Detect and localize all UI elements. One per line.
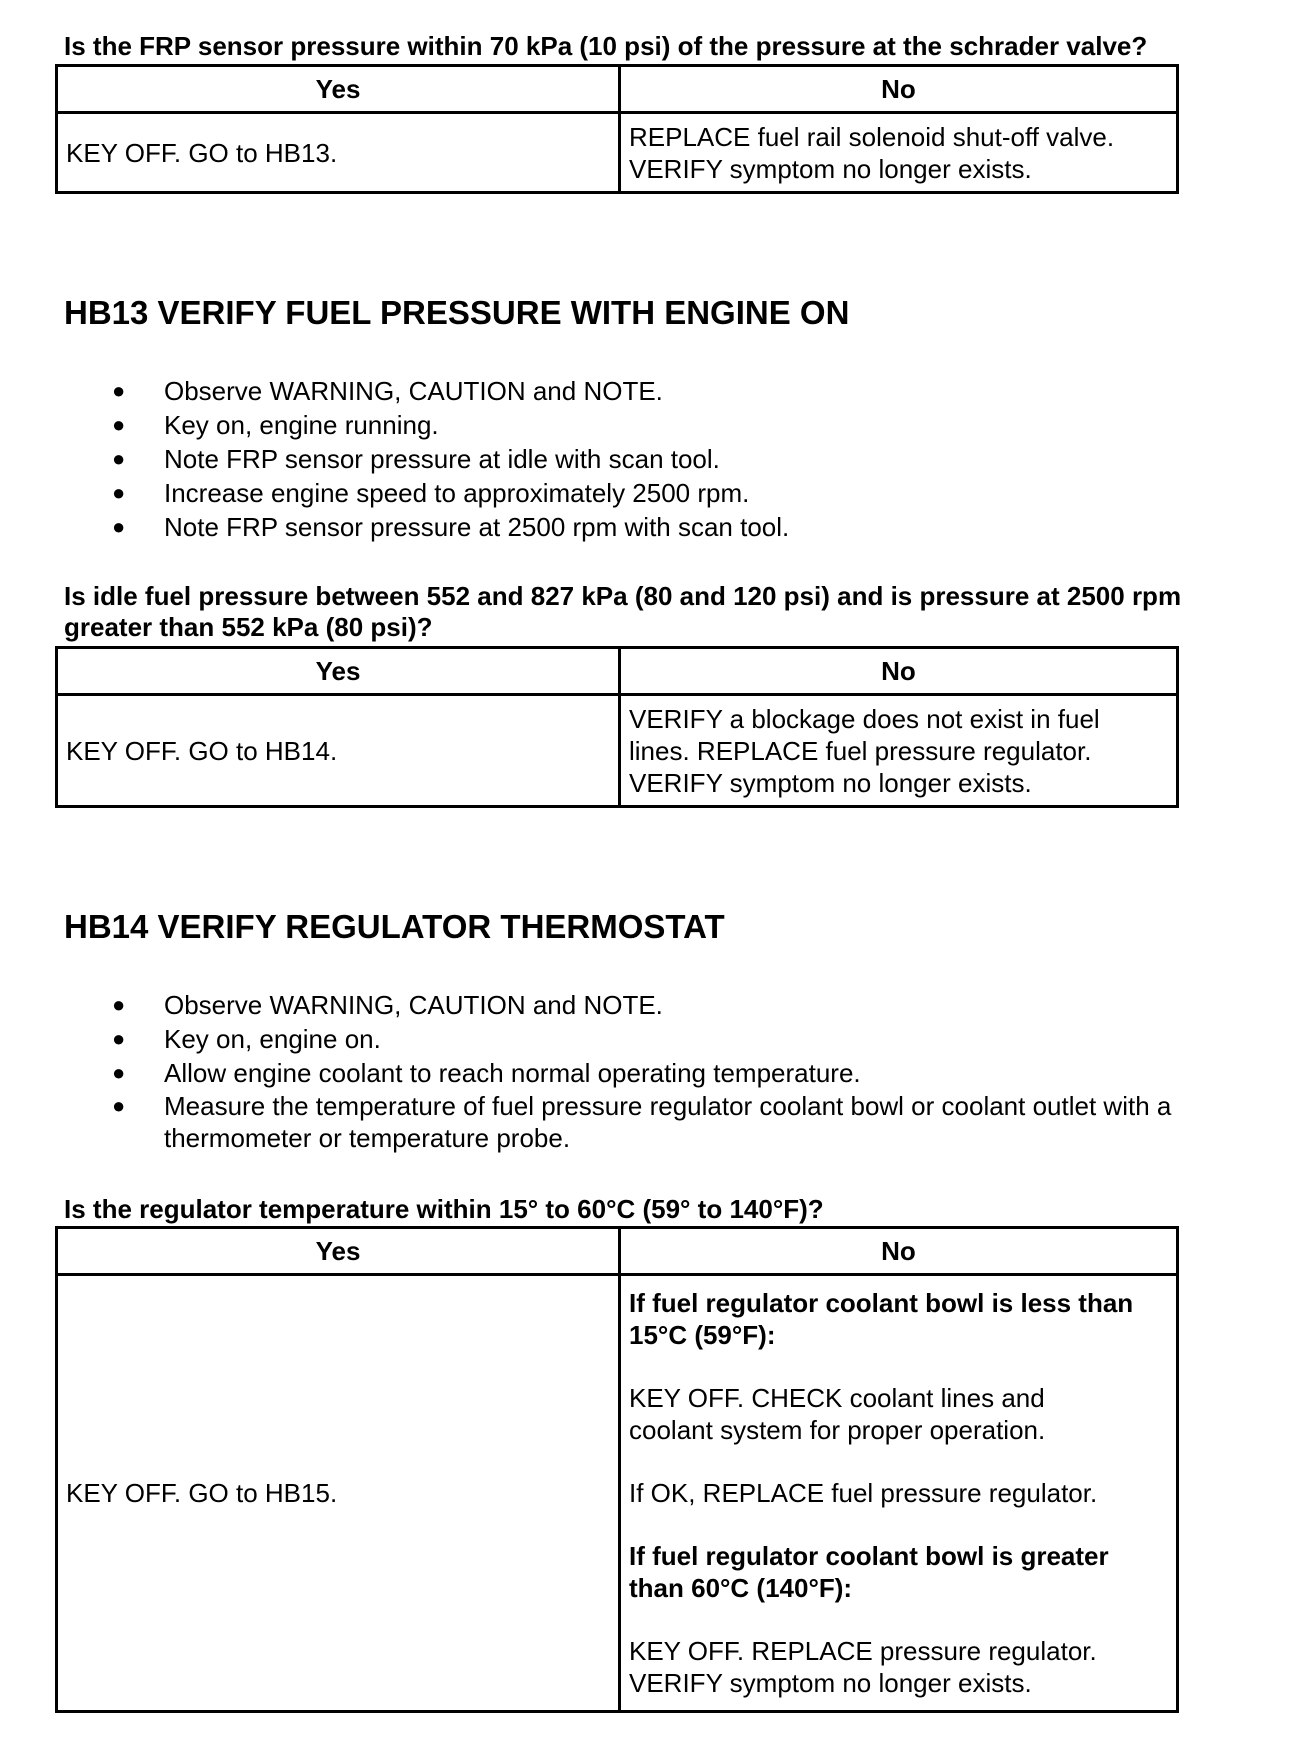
yes-cell: KEY OFF. GO to HB14.: [57, 695, 620, 807]
question-frp-schrader: Is the FRP sensor pressure within 70 kPa (10 psi) of the pressure at the schrader valve?: [64, 31, 1148, 61]
step-item: ● Increase engine speed to approximately 2500 rpm.: [112, 478, 750, 508]
no-cell: [620, 1275, 1178, 1712]
hb13-steps: [108, 374, 1268, 544]
decision-table-regulator-temp: [55, 1226, 1179, 1713]
bullet-icon: ●: [112, 992, 126, 1017]
no-line: VERIFY symptom no longer exists.: [629, 153, 1032, 184]
yes-header: Yes: [57, 1228, 620, 1275]
no-action-check: KEY OFF. CHECK coolant lines and: [629, 1383, 1045, 1413]
heading-hb14: HB14 VERIFY REGULATOR THERMOSTAT: [64, 908, 725, 945]
step-item: ● Allow engine coolant to reach normal operating temperature.: [112, 1058, 861, 1088]
yes-cell: KEY OFF. GO to HB15.: [57, 1275, 620, 1712]
step-item: ● Note FRP sensor pressure at 2500 rpm with scan tool.: [112, 512, 790, 542]
yes-header: Yes: [57, 648, 620, 695]
no-condition-high: If fuel regulator coolant bowl is greater: [629, 1541, 1109, 1571]
heading-hb13: HB13 VERIFY FUEL PRESSURE WITH ENGINE ON: [64, 294, 850, 331]
bullet-icon: ●: [112, 378, 126, 403]
decision-table-idle-pressure: [55, 646, 1179, 808]
step-item: ● Key on, engine on.: [112, 1024, 381, 1054]
no-cell: [620, 113, 1178, 193]
step-item: ● Note FRP sensor pressure at idle with scan tool.: [112, 444, 720, 474]
step-item: ● Key on, engine running.: [112, 410, 439, 440]
bullet-icon: ●: [112, 1026, 126, 1051]
question-regulator-temp: Is the regulator temperature within 15° to 60°C (59° to 140°F)?: [64, 1194, 824, 1224]
no-header: No: [620, 1228, 1178, 1275]
bullet-icon: ●: [112, 1060, 126, 1085]
hb14-steps: [108, 988, 1268, 1154]
no-header: No: [620, 648, 1178, 695]
no-line: lines. REPLACE fuel pressure regulator.: [629, 735, 1092, 766]
bullet-icon: ●: [112, 480, 126, 505]
no-condition-high: than 60°C (140°F):: [629, 1573, 853, 1603]
bullet-icon: ●: [112, 1093, 126, 1118]
no-header: No: [620, 66, 1178, 113]
no-condition-low: 15°C (59°F):: [629, 1320, 776, 1350]
no-line: VERIFY symptom no longer exists.: [629, 767, 1032, 798]
no-cell: [620, 695, 1178, 807]
question-idle-pressure: Is idle fuel pressure between 552 and 827 kPa (80 and 120 psi) and is pressure at 2500 rpm greater than 552 kPa (80 psi)?: [64, 581, 1182, 642]
no-line: VERIFY a blockage does not exist in fuel: [629, 703, 1100, 734]
no-action-replace: VERIFY symptom no longer exists.: [629, 1668, 1032, 1698]
no-action-check: coolant system for proper operation.: [629, 1415, 1046, 1445]
yes-header: Yes: [57, 66, 620, 113]
step-item: ● Measure the temperature of fuel pressure regulator coolant bowl or coolant outlet with a thermometer or temperature probe.: [112, 1091, 1172, 1153]
bullet-icon: ●: [112, 446, 126, 471]
no-line: REPLACE fuel rail solenoid shut-off valve.: [629, 121, 1115, 152]
no-condition-low: If fuel regulator coolant bowl is less than: [629, 1288, 1134, 1318]
yes-cell: KEY OFF. GO to HB13.: [57, 113, 620, 193]
bullet-icon: ●: [112, 514, 126, 539]
decision-table-frp-schrader: [55, 64, 1179, 194]
step-item: ● Observe WARNING, CAUTION and NOTE.: [112, 990, 663, 1020]
bullet-icon: ●: [112, 412, 126, 437]
step-item: ● Observe WARNING, CAUTION and NOTE.: [112, 376, 663, 406]
no-action-replace: KEY OFF. REPLACE pressure regulator.: [629, 1636, 1097, 1666]
no-action-replace-regulator: If OK, REPLACE fuel pressure regulator.: [629, 1478, 1098, 1508]
